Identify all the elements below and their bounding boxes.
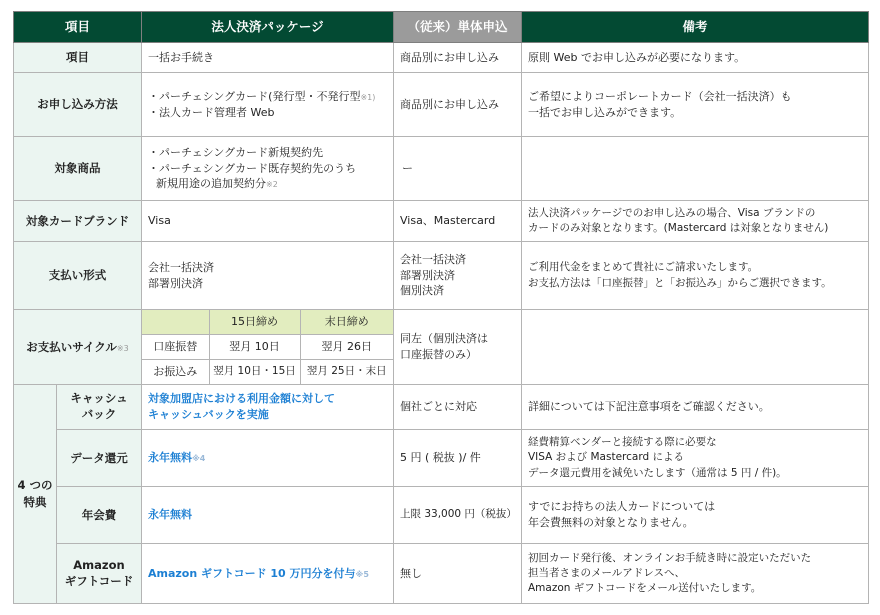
package-cell: 永年無料	[142, 487, 394, 544]
benefits-group-line: 4 つの	[17, 478, 53, 493]
remarks-line: 年会費無料の対象となりません。	[528, 516, 694, 529]
remarks-line: 経費精算ベンダーと接続する際に必要な	[528, 436, 717, 449]
row-label: 支払い形式	[14, 242, 142, 310]
row-application-method	[14, 73, 869, 137]
cycle-header-month-end: 末日締め	[300, 310, 393, 335]
row-card-brand	[14, 201, 869, 242]
row-benefit-amazon-gift	[14, 544, 869, 604]
package-cell: Visa	[142, 201, 394, 242]
conventional-line: 部署別決済	[400, 268, 455, 282]
remarks-line: すでにお持ちの法人カードについては	[528, 500, 716, 514]
header-row	[14, 12, 869, 43]
footnote-marker: ※4	[192, 454, 206, 464]
row-label-text: お支払いサイクル	[26, 339, 117, 354]
package-line: 会社一括決済	[148, 260, 214, 274]
conventional-cell: 個社ごとに対応	[394, 385, 522, 430]
remarks-line: Amazon ギフトコードをメール送付いたします。	[528, 582, 762, 595]
header-conventional: （従来）単体申込	[394, 12, 522, 43]
cycle-method: お振込み	[142, 360, 209, 385]
footnote-marker: ※2	[266, 180, 278, 190]
remarks-line: 一括でお申し込みができます。	[528, 105, 682, 119]
package-line: 部署別決済	[148, 276, 203, 290]
cycle-value: 翌月 10日・15日	[209, 360, 300, 385]
header-package: 法人決済パッケージ	[142, 12, 394, 43]
footnote-marker: ※5	[355, 569, 369, 579]
benefit-label: データ還元	[57, 430, 142, 487]
benefit-label: 年会費	[57, 487, 142, 544]
conventional-cell: 商品別にお申し込み	[394, 43, 522, 73]
row-label: 項目	[14, 43, 142, 73]
row-label	[14, 310, 142, 385]
remarks-line: お支払方法は「口座振替」と「お振込み」からご選択できます。	[528, 276, 832, 289]
package-cell	[142, 385, 394, 430]
package-line: ・法人カード管理者 Web	[148, 105, 275, 119]
remarks-line: ご希望によりコーポレートカード（会社一括決済）も	[528, 89, 792, 103]
remarks-cell	[522, 242, 869, 310]
header-remarks: 備考	[522, 12, 869, 43]
footnote-marker: ※1)	[360, 92, 376, 102]
package-cell	[142, 242, 394, 310]
remarks-line: ご利用代金をまとめて貴社にご請求いたします。	[528, 261, 759, 274]
row-label: 対象カードブランド	[14, 201, 142, 242]
conventional-cell: Visa、Mastercard	[394, 201, 522, 242]
package-line: ・パーチェシングカード既存契約先のうち	[148, 161, 357, 175]
cycle-header-row	[142, 310, 393, 335]
package-line: 対象加盟店における利用金額に対して	[148, 392, 335, 406]
conventional-line: 会社一括決済	[400, 252, 466, 266]
cycle-row-debit	[142, 335, 393, 360]
row-benefit-data	[14, 430, 869, 487]
conventional-line: 個別決済	[400, 284, 444, 298]
payment-cycle-table	[142, 310, 393, 384]
conventional-line: 同左（個別決済は	[400, 332, 488, 346]
conventional-line: 口座振替のみ）	[400, 348, 477, 361]
cycle-value: 翌月 25日・末日	[306, 365, 387, 378]
conventional-cell: ー	[394, 137, 522, 201]
remarks-line: 初回カード発行後、オンラインお手続き時に設定いただいた	[528, 551, 812, 564]
benefits-group-label	[14, 385, 57, 604]
row-label: お申し込み方法	[14, 73, 142, 137]
row-benefit-annual-fee	[14, 487, 869, 544]
remarks-cell	[522, 544, 869, 604]
conventional-cell: 無し	[394, 544, 522, 604]
package-line: ・パーチェシングカード新規契約先	[148, 145, 324, 159]
package-cell	[142, 73, 394, 137]
package-line: 永年無料	[148, 451, 192, 465]
conventional-cell: 商品別にお申し込み	[394, 73, 522, 137]
conventional-cell	[394, 242, 522, 310]
row-payment-type	[14, 242, 869, 310]
remarks-cell	[522, 201, 869, 242]
row-payment-cycle	[14, 310, 869, 385]
conventional-cell: 上限 33,000 円（税抜）	[394, 487, 522, 544]
package-line: Amazon ギフトコード 10 万円分を付与	[148, 566, 356, 580]
remarks-cell	[522, 73, 869, 137]
conventional-cell	[394, 310, 522, 385]
cycle-value: 翌月 10日	[209, 335, 300, 360]
remarks-line: カードのみ対象となります。(Mastercard は対象となりません)	[528, 222, 829, 234]
package-cell	[142, 544, 394, 604]
conventional-cell: 5 円 ( 税抜 )/ 件	[394, 430, 522, 487]
cycle-row-transfer	[142, 360, 393, 385]
cycle-header-15th: 15日締め	[209, 310, 300, 335]
remarks-line: 法人決済パッケージでのお申し込みの場合、Visa ブランドの	[528, 206, 816, 219]
cycle-value: 翌月 26日	[300, 335, 393, 360]
remarks-line: データ還元費用を減免いたします（通常は 5 円 / 件)。	[528, 466, 787, 479]
package-line: 新規用途の追加契約分	[156, 177, 266, 191]
footnote-marker: ※3	[116, 343, 129, 353]
package-cell: 一括お手続き	[142, 43, 394, 73]
row-benefit-cashback	[14, 385, 869, 430]
header-item: 項目	[14, 12, 142, 43]
remarks-cell: 原則 Web でお申し込みが必要になります。	[522, 43, 869, 73]
remarks-cell	[522, 430, 869, 487]
payment-cycle-cell	[142, 310, 394, 385]
row-target-products	[14, 137, 869, 201]
package-cell	[142, 430, 394, 487]
row-label: 対象商品	[14, 137, 142, 201]
row-item	[14, 43, 869, 73]
package-cell	[142, 137, 394, 201]
benefit-label: キャッシュ バック	[57, 385, 142, 430]
cycle-header-blank	[142, 310, 209, 335]
package-line: キャッシュバックを実施	[148, 408, 269, 421]
remarks-cell	[522, 487, 869, 544]
remarks-cell	[522, 137, 869, 201]
remarks-line: VISA および Mastercard による	[528, 451, 684, 464]
comparison-table	[13, 11, 869, 604]
cycle-method: 口座振替	[142, 335, 209, 360]
benefit-label: Amazon ギフトコード	[57, 544, 142, 604]
package-line: ・パーチェシングカード(発行型・不発行型	[148, 89, 361, 103]
benefits-group-line: 特典	[23, 495, 47, 509]
remarks-cell	[522, 310, 869, 385]
remarks-line: 担当者さまのメールアドレスへ、	[528, 566, 685, 579]
remarks-cell: 詳細については下記注意事項をご確認ください。	[522, 385, 869, 430]
